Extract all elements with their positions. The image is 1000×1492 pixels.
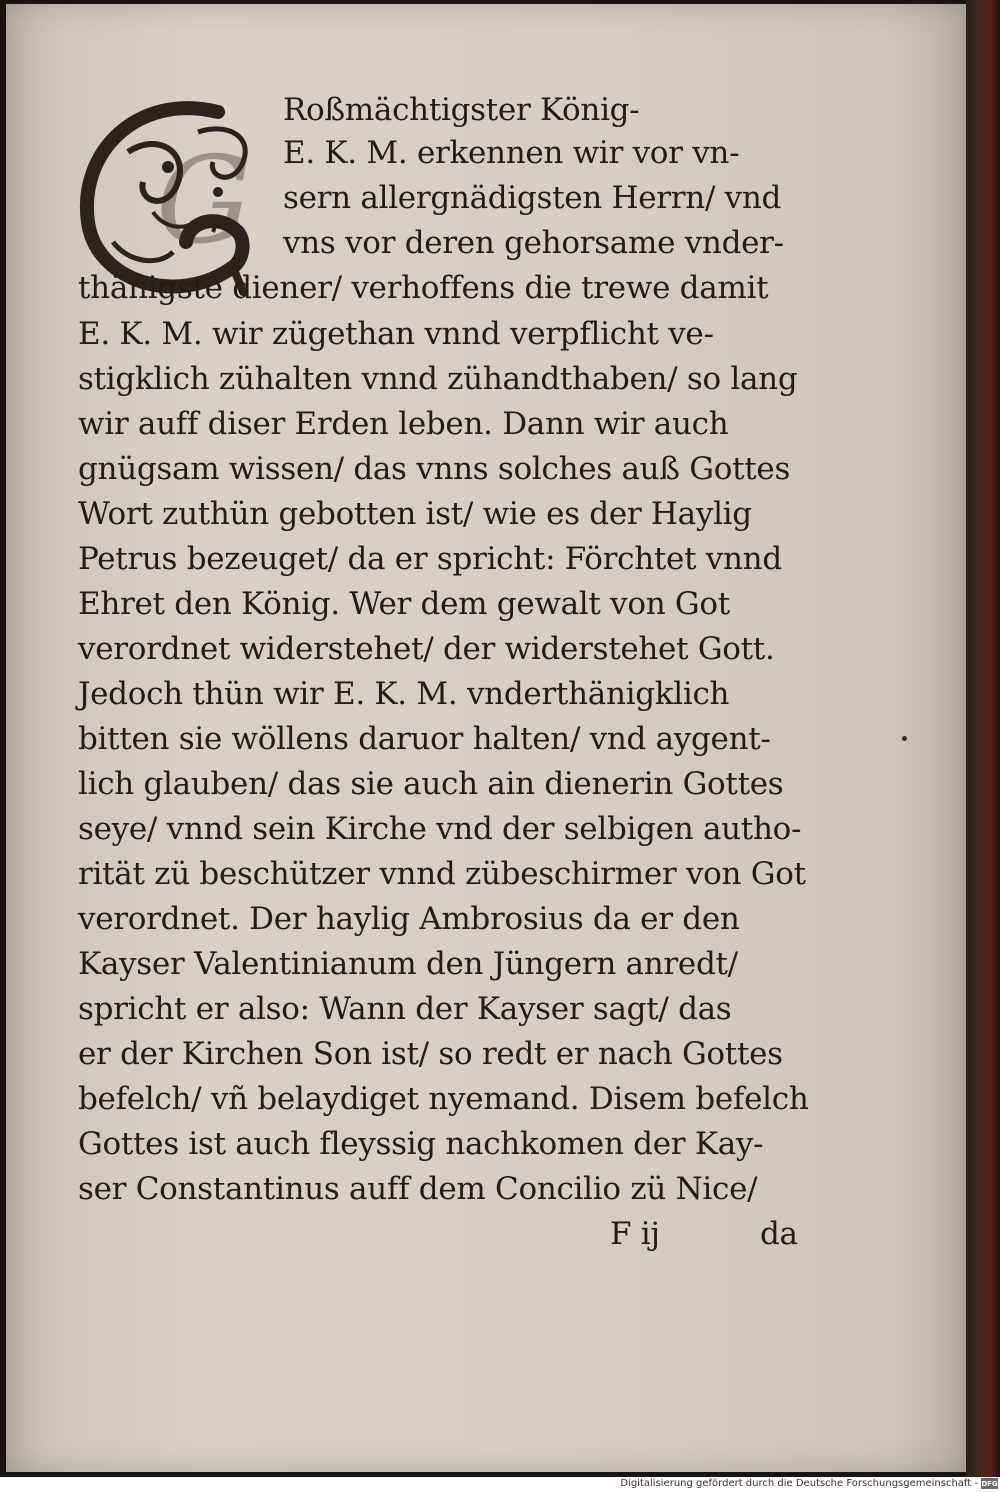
text-line: gnügsam wissen/ das vnns solches auß Gottes — [78, 451, 791, 487]
svg-text:G: G — [156, 132, 252, 271]
text-line: Gottes ist auch fleyssig nachkomen der Kay- — [78, 1126, 764, 1162]
text-line: Petrus bezeuget/ da er spricht: Förchtet vnnd — [78, 541, 782, 577]
text-line: stigklich zühalten vnnd zühandthaben/ so lang — [78, 361, 798, 397]
text-line: er der Kirchen Son ist/ so redt er nach Gottes — [78, 1036, 783, 1072]
text-line: Jedoch thün wir E. K. M. vnderthänigklich — [78, 676, 730, 712]
text-line: Roßmächtigster König- — [283, 92, 640, 128]
text-line: befelch/ vñ belaydiget nyemand. Disem befelch — [78, 1081, 809, 1117]
text-line: vns vor deren gehorsame vnder- — [283, 225, 784, 261]
text-line: lich glauben/ das sie auch ain dienerin Gottes — [78, 766, 784, 802]
text-line: wir auff diser Erden leben. Dann wir auch — [78, 406, 729, 442]
text-line: ser Constantinus auff dem Concilio zü Nice/ — [78, 1171, 758, 1207]
text-line: thänigste diener/ verhoffens die trewe damit — [78, 270, 769, 306]
text-line: seye/ vnnd sein Kirche vnd der selbigen autho- — [78, 811, 802, 847]
ink-speck — [902, 736, 907, 741]
funding-credit: Digitalisierung gefördert durch die Deutsche Forschungsgemeinschaft - — [620, 1478, 978, 1489]
text-line: E. K. M. erkennen wir vor vn- — [283, 135, 740, 171]
text-line: Kayser Valentinianum den Jüngern anredt/ — [78, 946, 738, 982]
dfg-logo: DFG — [981, 1479, 998, 1488]
text-line: Wort zuthün gebotten ist/ wie es der Haylig — [78, 496, 752, 532]
text-line: sern allergnädigsten Herrn/ vnd — [283, 180, 782, 216]
signature-mark: F ij — [610, 1216, 660, 1252]
text-line: Ehret den König. Wer dem gewalt von Got — [78, 586, 730, 622]
text-line: E. K. M. wir zügethan vnnd verpflicht ve- — [78, 316, 714, 352]
catchword: da — [760, 1216, 798, 1252]
text-line: bitten sie wöllens daruor halten/ vnd aygent- — [78, 721, 771, 757]
page-edge — [966, 0, 1000, 1477]
text-line: spricht er also: Wann der Kayser sagt/ das — [78, 991, 732, 1027]
text-line: rität zü beschützer vnnd zübeschirmer von Got — [78, 856, 806, 892]
text-line: verordnet widerstehet/ der widerstehet Gott. — [78, 631, 775, 667]
text-line: verordnet. Der haylig Ambrosius da er den — [78, 901, 740, 937]
